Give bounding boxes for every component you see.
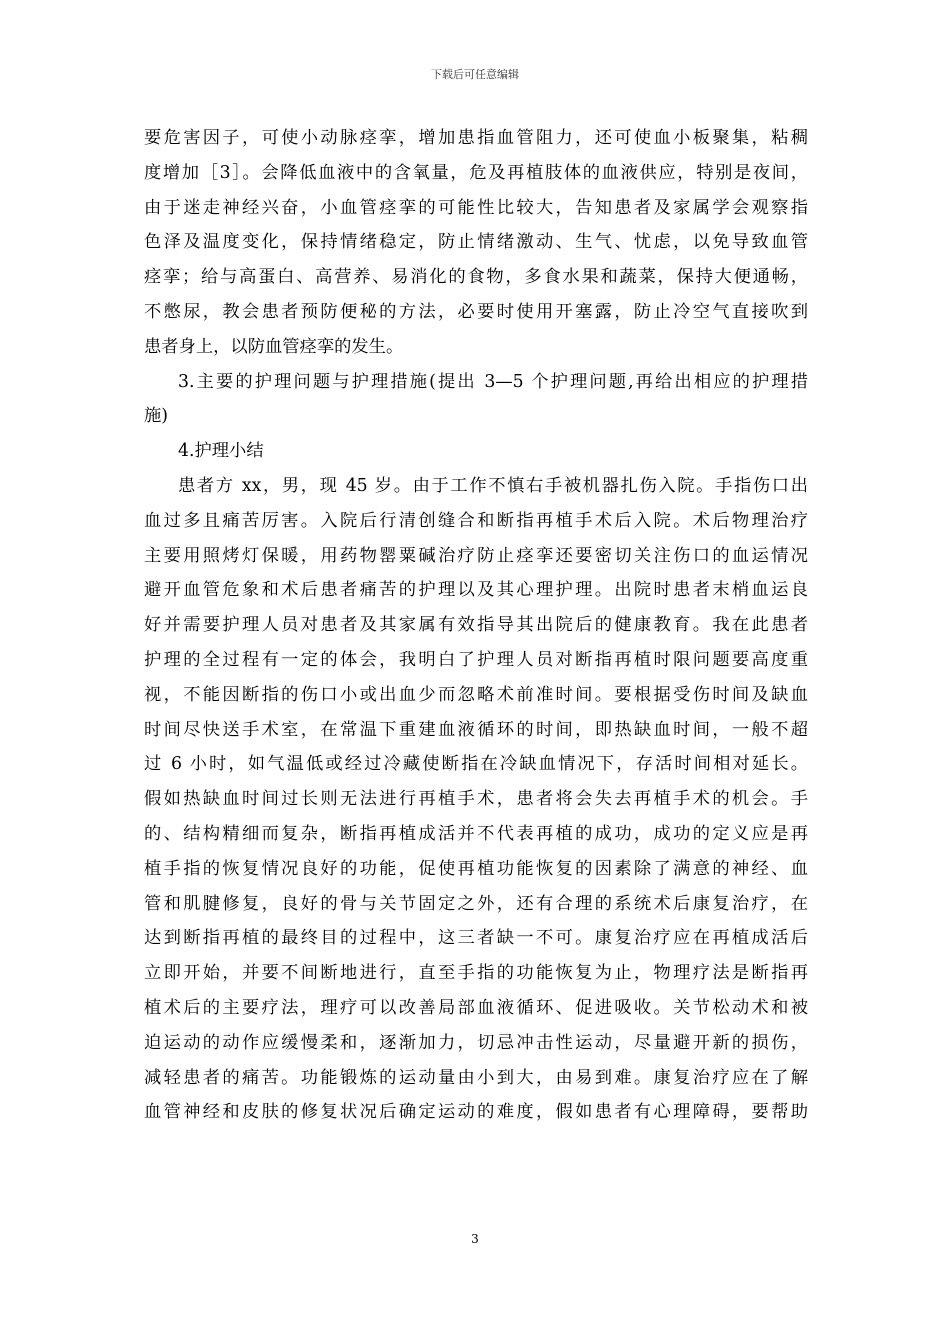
paragraph-line: 减轻患者的痛苦。功能锻炼的运动量由小到大，由易到难。康复治疗应在了解 <box>144 1067 808 1088</box>
paragraph-line: 患者方 xx，男，现 45 岁。由于工作不慎右手被机器扎伤入院。手指伤口出 <box>178 475 808 496</box>
paragraph-line: 由于迷走神经兴奋，小血管痉挛的可能性比较大，告知患者及家属学会观察指 <box>144 197 808 218</box>
paragraph-line: 要危害因子，可使小动脉痉挛，增加患指血管阻力，还可使血小板聚集，粘稠 <box>144 128 808 148</box>
section-heading: 4.护理小结 <box>178 441 264 462</box>
page-number: 3 <box>471 1232 479 1246</box>
paragraph-line: 护理的全过程有一定的体会，我明白了护理人员对断指再植时限问题要高度重 <box>144 649 808 670</box>
paragraph-line: 植术后的主要疗法，理疗可以改善局部血液循环、促进吸收。关节松动术和被 <box>144 997 808 1018</box>
paragraph-line: 血过多且痛苦厉害。入院后行清创缝合和断指再植手术后入院。术后物理治疗 <box>144 510 808 531</box>
paragraph-line: 好并需要护理人员对患者及其家属有效指导其出院后的健康教育。我在此患者 <box>144 615 808 636</box>
page-header: 下载后可任意编辑 <box>431 68 519 81</box>
paragraph-line: 主要用照烤灯保暖，用药物罂粟碱治疗防止痉挛还要密切关注伤口的血运情况 <box>144 545 808 566</box>
paragraph-line: 假如热缺血时间过长则无法进行再植手术，患者将会失去再植手术的机会。手 <box>144 789 808 810</box>
paragraph-line: 色泽及温度变化，保持情绪稳定，防止情绪激动、生气、忧虑，以免导致血管 <box>144 232 808 253</box>
paragraph-line: 过 6 小时，如气温低或经过冷藏使断指在冷缺血情况下，存活时间相对延长。 <box>144 754 808 775</box>
section-heading-continuation: 施) <box>144 406 169 427</box>
paragraph-line: 患者身上，以防血管痉挛的发生。 <box>144 336 404 357</box>
paragraph-line: 植手指的恢复情况良好的功能，促使再植功能恢复的因素除了满意的神经、血 <box>144 858 808 879</box>
paragraph-line: 时间尽快送手术室，在常温下重建血液循环的时间，即热缺血时间，一般不超 <box>144 719 808 740</box>
paragraph-line: 管和肌腱修复，良好的骨与关节固定之外，还有合理的系统术后康复治疗，在 <box>144 893 808 914</box>
paragraph-line: 的、结构精细而复杂，断指再植成活并不代表再植的成功，成功的定义应是再 <box>144 823 808 844</box>
paragraph-line: 血管神经和皮肤的修复状况后确定运动的难度，假如患者有心理障碍，要帮助 <box>144 1102 808 1123</box>
document-body <box>144 121 808 1130</box>
section-heading: 3.主要的护理问题与护理措施(提出 3—5 个护理问题,再给出相应的护理措 <box>178 371 808 392</box>
paragraph-line: 度增加［3］。会降低血液中的含氧量，危及再植肢体的血液供应，特别是夜间， <box>144 162 808 183</box>
paragraph-line: 不憋尿，教会患者预防便秘的方法，必要时使用开塞露，防止冷空气直接吹到 <box>144 301 808 322</box>
paragraph-line: 达到断指再植的最终目的过程中，这三者缺一不可。康复治疗应在再植成活后 <box>144 928 808 949</box>
paragraph-line: 视，不能因断指的伤口小或出血少而忽略术前准时间。要根据受伤时间及缺血 <box>144 684 808 705</box>
paragraph-line: 避开血管危象和术后患者痛苦的护理以及其心理护理。出院时患者末梢血运良 <box>144 580 808 601</box>
paragraph-line: 立即开始，并要不间断地进行，直至手指的功能恢复为止，物理疗法是断指再 <box>144 963 808 984</box>
paragraph-line: 痉挛；给与高蛋白、高营养、易消化的食物，多食水果和蔬菜，保持大便通畅， <box>144 267 808 288</box>
paragraph-line: 迫运动的动作应缓慢柔和，逐渐加力，切忌冲击性运动，尽量避开新的损伤， <box>144 1032 808 1053</box>
